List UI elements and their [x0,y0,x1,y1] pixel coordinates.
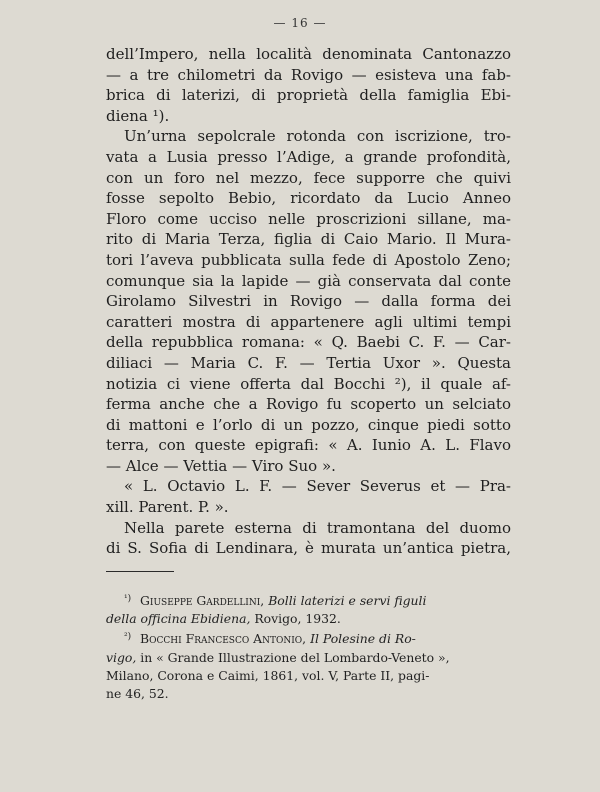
text-line: fosse sepolto Bebio, ricordato da Lucio Anneo [106,189,511,208]
text-line: tori l’aveva pubblicata sulla fede di Apostolo Zeno; [106,250,511,269]
text-line: di S. Sofia di Lendinara, è murata un’antica pietra, [106,539,511,558]
text-line: Nella parete esterna di tramontana del duomo [124,518,511,537]
footnote-2-author: Bocchi Francesco Antonio, [140,631,307,647]
footnote-1-author: Giuseppe Gardellini, [140,593,265,608]
footnote-2-continued [106,649,511,667]
body-text [106,44,511,559]
footnote-2-label: ²) [124,632,132,643]
footnote-2-title-a: Il Polesine di Ro- [310,631,416,647]
text-line: diliaci — Maria C. F. — Tertia Uxor ». Questa [106,353,511,372]
text-line: « L. Octavio L. F. — Sever Severus et — Pra- [124,477,511,496]
text-line: vata a Lusia presso l’Adige, a grande profondità, [106,147,511,166]
footnote-1-title-a: Bolli laterizi e servi figuli [268,593,427,608]
footnote-2 [106,628,511,648]
text-line: xill. Parent. P. ». [106,498,229,517]
text-line: brica di laterizi, di proprietà della famiglia Ebi- [106,86,511,105]
text-line: con un foro nel mezzo, fece supporre che quivi [106,168,511,187]
text-line: Floro come ucciso nelle proscrizioni sillane, ma- [106,209,511,228]
footnote-1 [106,590,511,610]
text-line: terra, con queste epigrafi: « A. Iunio A. L. Flavo [106,436,511,455]
page-number: — 16 — [273,16,327,30]
footnote-rule [106,571,174,572]
text-line: notizia ci viene offerta dal Bocchi ²), il quale af- [106,374,511,393]
footnote-2-line-4: ne 46, 52. [106,686,169,702]
text-line: di mattoni e l’orlo di un pozzo, cinque piedi sotto [106,415,511,434]
footnotes [106,590,511,703]
text-line: caratteri mostra di appartenere agli ultimi tempi [106,312,511,331]
footnote-1-continued [106,610,511,628]
text-line: rito di Maria Terza, figlia di Caio Mario. Il Mura- [106,230,511,249]
text-line: — Alce — Vettia — Viro Suo ». [106,456,336,475]
footnote-2-line-3: Milano, Corona e Caimi, 1861, vol. V, Parte II, pagi- [106,667,430,683]
footnote-1-rest: Rovigo, 1932. [250,611,341,627]
text-line: ferma anche che a Rovigo fu scoperto un selciato [106,395,511,414]
text-line: diena ¹). [106,106,170,125]
text-line: dell’Impero, nella località denominata Cantonazzo [106,45,511,63]
footnote-1-label: ¹) [124,594,132,604]
text-line: comunque sia la lapide — già conservata dal conte [106,271,511,290]
text-line: della repubblica romana: « Q. Baebi C. F. — Car- [106,333,511,352]
footnote-2-title-b: vigo, [106,649,137,665]
footnote-2-rest: in « Grande Illustrazione del Lombardo-Veneto », [136,649,450,665]
footnote-1-title-b: della officina Ebidiena, [106,611,251,627]
text-line: Un’urna sepolcrale rotonda con iscrizione, tro- [124,127,511,146]
text-line: Girolamo Silvestri in Rovigo — dalla forma dei [106,292,511,311]
text-line: — a tre chilometri da Rovigo — esisteva una fab- [106,65,511,84]
